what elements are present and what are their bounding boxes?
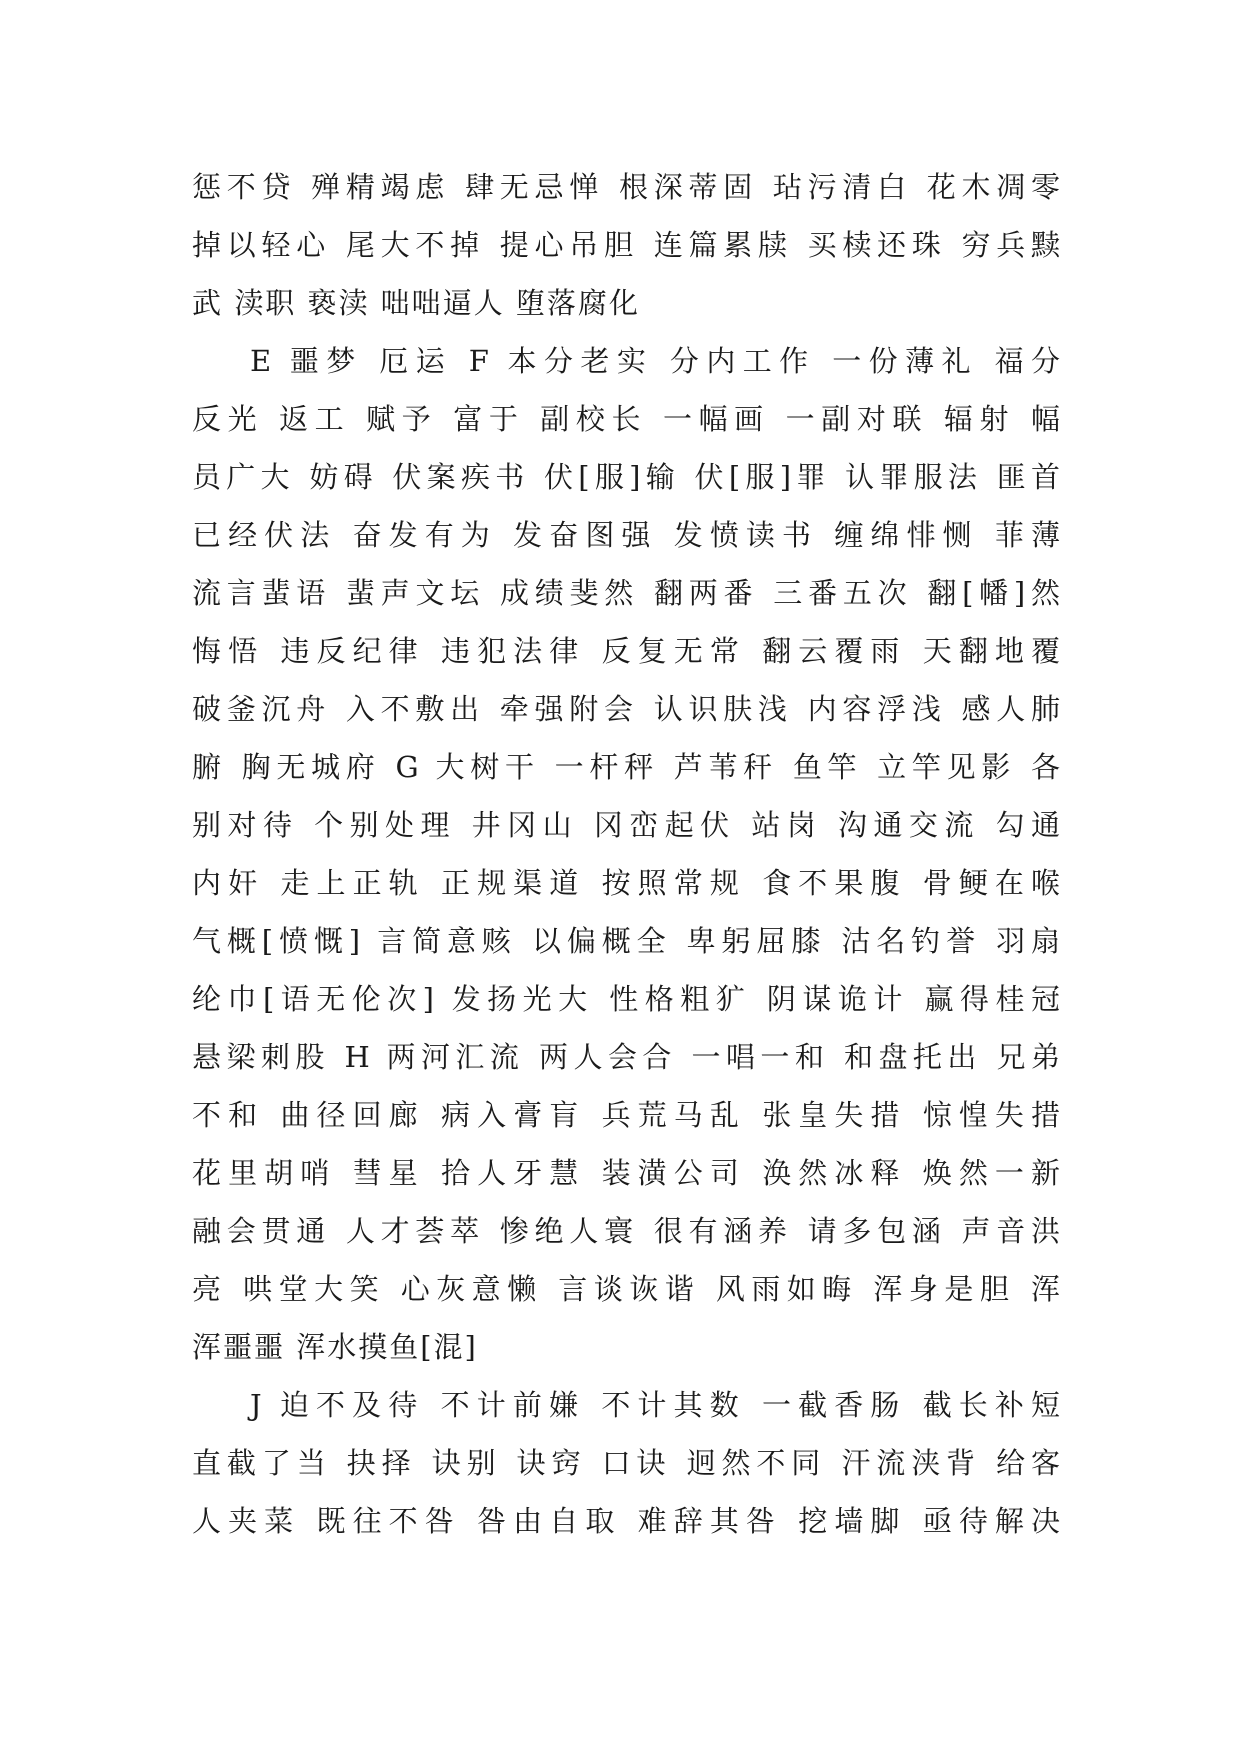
text-line: 别对待 个别处理 井冈山 冈峦起伏 站岗 沟通交流 勾通 [192,808,1062,842]
text-line: 腑 胸无城府 G 大树干 一杆秤 芦苇秆 鱼竿 立竿见影 各 [192,750,1062,784]
text-line: E 噩梦 厄运 F 本分老实 分内工作 一份薄礼 福分 [250,344,1062,378]
text-line: 掉以轻心 尾大不掉 提心吊胆 连篇累牍 买椟还珠 穷兵黩 [192,228,1062,262]
text-line: 气概[愤慨] 言简意赅 以偏概全 卑躬屈膝 沽名钓誉 羽扇 [192,924,1062,958]
text-line: 悬梁刺股 H 两河汇流 两人会合 一唱一和 和盘托出 兄弟 [192,1040,1062,1074]
text-line: 内奸 走上正轨 正规渠道 按照常规 食不果腹 骨鲠在喉 [192,866,1062,900]
text-line: 人夹菜 既往不咎 咎由自取 难辞其咎 挖墙脚 亟待解决 [192,1504,1062,1538]
text-line: 直截了当 抉择 诀别 诀窍 口诀 迥然不同 汗流浃背 给客 [192,1446,1062,1480]
text-line: 已经伏法 奋发有为 发奋图强 发愤读书 缠绵悱恻 菲薄 [192,518,1062,552]
text-line: J 迫不及待 不计前嫌 不计其数 一截香肠 截长补短 [250,1388,1062,1422]
text-line: 浑噩噩 浑水摸鱼[混] [192,1330,478,1364]
document-body [192,158,1062,1550]
text-line: 不和 曲径回廊 病入膏肓 兵荒马乱 张皇失措 惊惶失措 [192,1098,1062,1132]
text-line: 流言蜚语 蜚声文坛 成绩斐然 翻两番 三番五次 翻[幡]然 [192,576,1062,610]
text-line: 悔悟 违反纪律 违犯法律 反复无常 翻云覆雨 天翻地覆 [192,634,1062,668]
text-line: 员广大 妨碍 伏案疾书 伏[服]输 伏[服]罪 认罪服法 匪首 [192,460,1062,494]
text-line: 融会贯通 人才荟萃 惨绝人寰 很有涵养 请多包涵 声音洪 [192,1214,1062,1248]
text-line: 武 渎职 亵渎 咄咄逼人 堕落腐化 [192,286,640,320]
text-line: 破釜沉舟 入不敷出 牵强附会 认识肤浅 内容浮浅 感人肺 [192,692,1062,726]
text-line: 花里胡哨 彗星 拾人牙慧 装潢公司 涣然冰释 焕然一新 [192,1156,1062,1190]
text-line: 惩不贷 殚精竭虑 肆无忌惮 根深蒂固 玷污清白 花木凋零 [192,170,1062,204]
text-line: 反光 返工 赋予 富于 副校长 一幅画 一副对联 辐射 幅 [192,402,1062,436]
text-line: 亮 哄堂大笑 心灰意懒 言谈诙谐 风雨如晦 浑身是胆 浑 [192,1272,1062,1306]
text-line: 纶巾[语无伦次] 发扬光大 性格粗犷 阴谋诡计 赢得桂冠 [192,982,1062,1016]
